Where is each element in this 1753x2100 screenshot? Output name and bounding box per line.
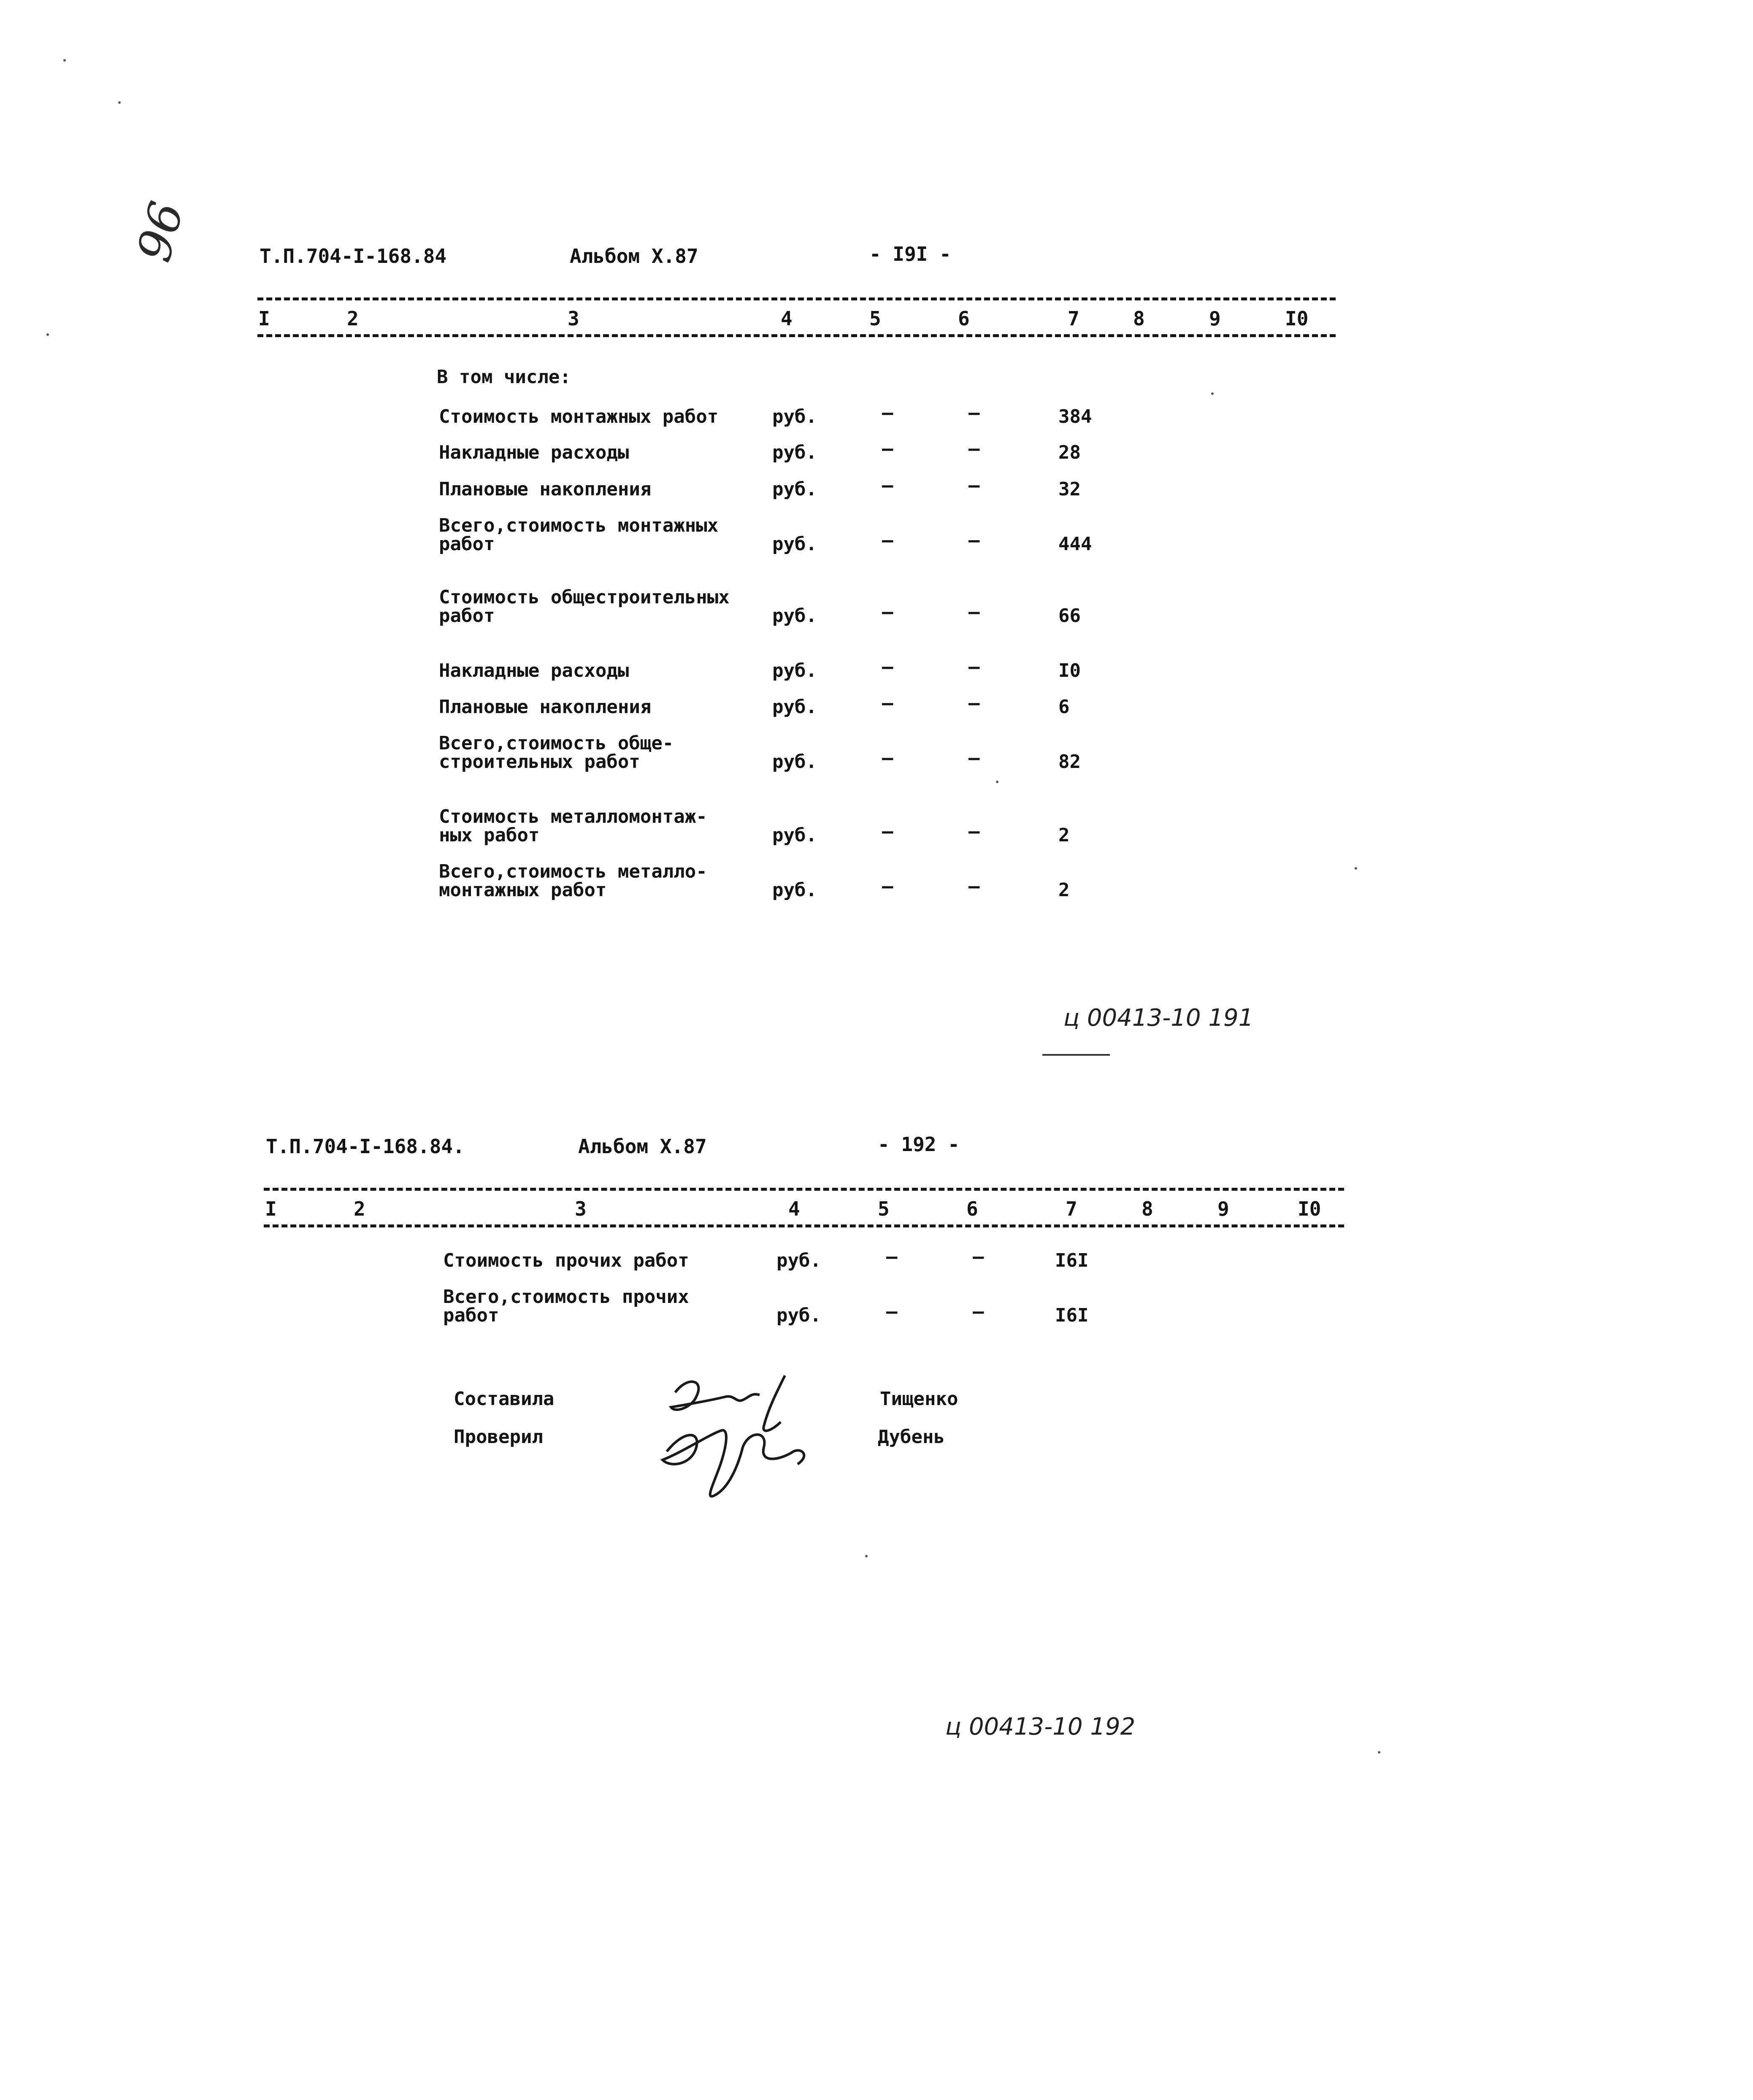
col-5: 5 (869, 307, 881, 330)
row-col5: – (882, 876, 893, 897)
row-col6: – (968, 402, 980, 424)
col-4: 4 (788, 1197, 800, 1220)
table-row (443, 1274, 1203, 1325)
row-value: 2 (1058, 824, 1070, 846)
table-row (439, 448, 1198, 499)
row-unit: руб. (772, 879, 817, 901)
scan-speck (1378, 1751, 1380, 1754)
col-1: I (265, 1197, 277, 1220)
col-6: 6 (966, 1197, 978, 1220)
col-5: 5 (878, 1197, 890, 1220)
row-unit: руб. (772, 406, 817, 427)
row-label: Всего,стоимость обще- строительных работ (439, 732, 674, 773)
table-rule-top (257, 297, 1336, 300)
row-col6: – (968, 601, 980, 623)
row-unit: руб. (772, 533, 817, 555)
row-col5: – (882, 438, 893, 459)
col-9: 9 (1209, 307, 1221, 330)
signature-scribble (658, 1367, 836, 1506)
row-col6: – (973, 1301, 984, 1322)
row-value: 444 (1058, 533, 1092, 555)
row-value: 6 (1058, 696, 1070, 718)
table-rule-header (257, 334, 1336, 337)
col-4: 4 (781, 307, 793, 330)
col-8: 8 (1142, 1197, 1153, 1220)
row-value: 2 (1058, 879, 1070, 901)
table-row (439, 794, 1198, 845)
row-unit: руб. (772, 478, 817, 500)
handwritten-reference: ц 00413-10 191 (1063, 1004, 1254, 1032)
table-row (439, 666, 1198, 716)
row-value: I0 (1058, 660, 1081, 681)
table-row (439, 849, 1198, 900)
scan-speck (118, 101, 121, 104)
row-col6: – (968, 530, 980, 551)
row-label: Всего,стоимость монтажных работ (439, 515, 719, 555)
col-2: 2 (347, 307, 359, 330)
table-row (443, 1219, 1203, 1270)
col-3: 3 (568, 307, 579, 330)
row-col5: – (882, 601, 893, 623)
compiled-by-name: Тищенко (880, 1388, 958, 1410)
row-value: 82 (1058, 751, 1081, 773)
row-value: 66 (1058, 605, 1081, 627)
col-10: I0 (1298, 1197, 1321, 1220)
row-col5: – (882, 692, 893, 714)
row-col5: – (886, 1246, 898, 1268)
row-unit: руб. (772, 605, 817, 627)
table-rule-top (264, 1188, 1344, 1191)
scan-speck (46, 333, 49, 336)
page-number: - 192 - (878, 1133, 960, 1156)
row-col6: – (968, 475, 980, 496)
intro-text: В том числе: (437, 366, 571, 388)
row-col5: – (882, 656, 893, 678)
row-col5: – (882, 402, 893, 424)
scan-speck (1211, 392, 1214, 395)
doc-number: Т.П.704-I-168.84 (260, 245, 447, 268)
col-10: I0 (1285, 307, 1309, 330)
row-value: 28 (1058, 442, 1081, 463)
col-9: 9 (1217, 1197, 1229, 1220)
row-col6: – (968, 821, 980, 842)
row-label: Накладные расходы (439, 442, 629, 463)
row-unit: руб. (776, 1305, 821, 1326)
col-1: I (258, 307, 270, 330)
row-col5: – (882, 530, 893, 551)
compiled-by-label: Составила (454, 1388, 555, 1410)
table-row (439, 575, 1198, 625)
row-col6: – (968, 747, 980, 769)
row-unit: руб. (772, 442, 817, 463)
row-label: Всего,стоимость прочих работ (443, 1286, 689, 1326)
col-6: 6 (958, 307, 970, 330)
scan-speck (865, 1555, 868, 1557)
row-col6: – (973, 1246, 984, 1268)
corner-handwritten-mark: 96 (127, 196, 194, 268)
row-unit: руб. (772, 824, 817, 846)
col-2: 2 (354, 1197, 365, 1220)
col-7: 7 (1066, 1197, 1077, 1220)
row-label: Стоимость общестроительных работ (439, 586, 730, 627)
row-col6: – (968, 438, 980, 459)
row-label: Стоимость прочих работ (443, 1250, 689, 1271)
row-value: 384 (1058, 406, 1092, 427)
row-unit: руб. (776, 1250, 821, 1271)
row-value: I6I (1055, 1305, 1089, 1326)
scan-speck (63, 59, 66, 62)
page-number: - I9I - (869, 243, 951, 265)
row-col5: – (882, 747, 893, 769)
handwritten-reference: ц 00413-10 192 (945, 1713, 1136, 1741)
col-7: 7 (1068, 307, 1079, 330)
row-unit: руб. (772, 696, 817, 718)
row-col6: – (968, 876, 980, 897)
row-unit: руб. (772, 751, 817, 773)
row-label: Стоимость металломонтаж- ных работ (439, 806, 707, 846)
row-label: Стоимость монтажных работ (439, 406, 719, 427)
table-row (439, 503, 1198, 554)
row-unit: руб. (772, 660, 817, 681)
row-col5: – (882, 475, 893, 496)
row-col5: – (882, 821, 893, 842)
row-label: Накладные расходы (439, 660, 629, 681)
scan-speck (996, 781, 998, 783)
row-value: 32 (1058, 478, 1081, 500)
scan-speck (1355, 867, 1357, 870)
checked-by-name: Дубень (878, 1426, 945, 1448)
album-label: Альбом X.87 (570, 245, 698, 268)
row-label: Плановые накопления (439, 478, 652, 500)
table-row (439, 721, 1198, 771)
row-label: Всего,стоимость металло- монтажных работ (439, 861, 707, 901)
row-value: I6I (1055, 1250, 1089, 1271)
doc-number: Т.П.704-I-168.84. (266, 1135, 465, 1158)
row-col6: – (968, 692, 980, 714)
checked-by-label: Проверил (454, 1426, 543, 1448)
underline-mark (1042, 1054, 1110, 1056)
row-col5: – (886, 1301, 898, 1322)
album-label: Альбом X.87 (578, 1135, 707, 1158)
row-col6: – (968, 656, 980, 678)
col-8: 8 (1133, 307, 1145, 330)
row-label: Плановые накопления (439, 696, 652, 718)
col-3: 3 (575, 1197, 587, 1220)
